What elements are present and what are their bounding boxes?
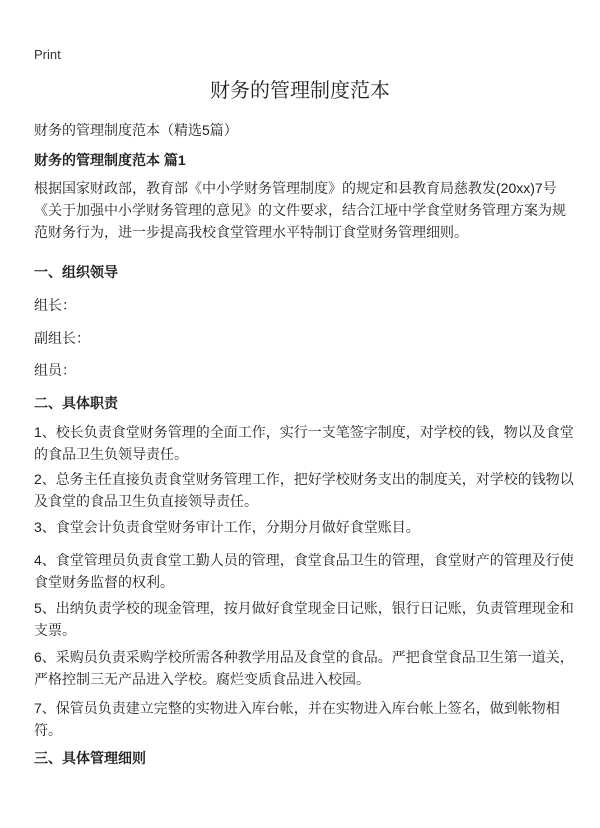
list-item: 7、保管员负责建立完整的实物进入库台帐，并在实物进入库台帐上签名，做到帐物相符。: [34, 700, 560, 738]
print-link[interactable]: Print: [34, 47, 61, 62]
section-heading: 二、具体职责: [34, 395, 118, 411]
list-item: 2、总务主任直接负责食堂财务管理工作，把好学校财务支出的制度关，对学校的钱物以及食堂的食品卫生负直接领导责任。: [34, 471, 574, 509]
list-item: 5、出纳负责学校的现金管理，按月做好食堂现金日记账，银行日记账，负责管理现金和支票。: [34, 600, 574, 638]
section-heading: 一、组织领导: [34, 264, 118, 280]
leader-line: 组长：: [34, 297, 76, 313]
intro-paragraph: 根据国家财政部，教育部《中小学财务管理制度》的规定和县教育局慈教发(20xx)7号《关于加强中小学财务管理的意见》的文件要求，结合江垭中学食堂财务管理方案为规范财务行为，进一步提高我校食堂管理水平特制订食堂财务管理细则。: [34, 180, 566, 240]
list-item: 4、食堂管理员负责食堂工勤人员的管理，食堂食品卫生的管理，食堂财产的管理及行使食堂财务监督的权利。: [34, 552, 574, 590]
deputy-line: 副组长：: [34, 330, 90, 346]
list-item: 3、食堂会计负责食堂财务审计工作，分期分月做好食堂账目。: [34, 519, 420, 535]
list-item: 1、校长负责食堂财务管理的全面工作，实行一支笔签字制度，对学校的钱，物以及食堂的食品卫生负领导责任。: [34, 424, 574, 462]
document-title: 财务的管理制度范本: [210, 80, 390, 102]
section-heading: 三、具体管理细则: [34, 750, 146, 766]
list-item: 6、采购员负责采购学校所需各种教学用品及食堂的食品。严把食堂食品卫生第一道关，严格控制三无产品进入学校。腐烂变质食品进入校园。: [34, 649, 574, 687]
subtitle: 财务的管理制度范本（精选5篇）: [34, 122, 238, 138]
article-heading: 财务的管理制度范本 篇1: [34, 152, 186, 168]
members-line: 组员：: [34, 362, 76, 378]
